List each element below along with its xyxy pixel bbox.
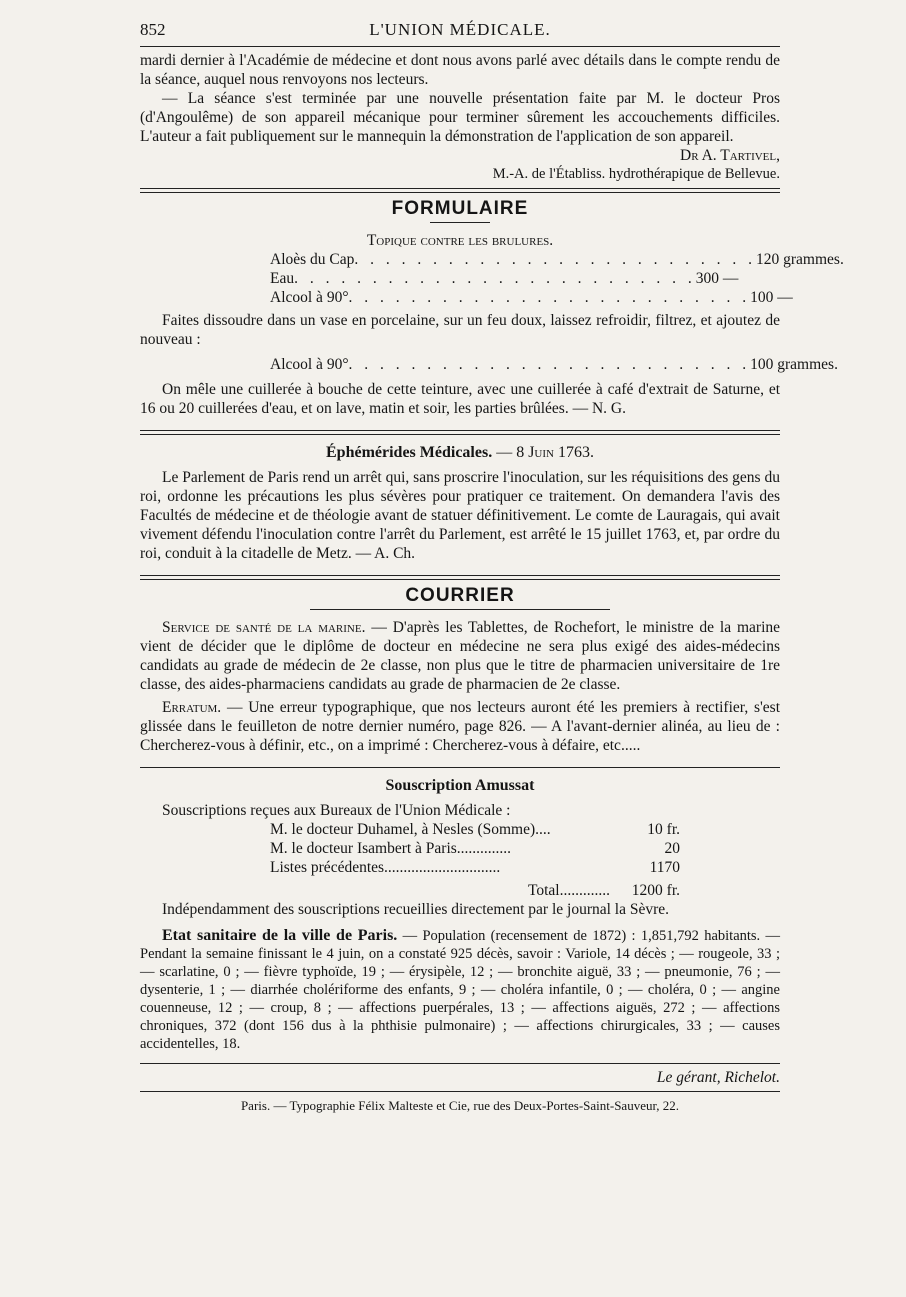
recipe-table bbox=[270, 250, 844, 307]
donor-name: M. le docteur Duhamel, à Nesles (Somme).... bbox=[270, 821, 551, 838]
list-item bbox=[270, 858, 680, 877]
list-item bbox=[270, 839, 680, 858]
donor-amount: 10 fr. bbox=[647, 821, 680, 838]
souscription-title: Souscription Amussat bbox=[385, 777, 535, 794]
total-value: 1200 fr. bbox=[631, 882, 680, 899]
formulaire-title: FORMULAIRE bbox=[391, 198, 529, 219]
ingredient-name: Alcool à 90° bbox=[270, 289, 349, 306]
formulaire-usage: On mêle une cuillerée à bouche de cette teinture, avec une cuillerée à café d'extrait de Saturne, et 16 ou 20 cuillerées d'eau, et on lave, matin et soir, les parties brûlées. — N. G. bbox=[140, 381, 780, 417]
page-header bbox=[140, 18, 780, 42]
section-divider bbox=[140, 575, 780, 580]
souscription-intro: Souscriptions reçues aux Bureaux de l'Union Médicale : bbox=[162, 802, 511, 819]
recipe-extra bbox=[270, 355, 838, 374]
formulaire-subtitle: Topique contre les brulures. bbox=[366, 232, 554, 249]
donor-name: Listes précédentes.............................. bbox=[270, 859, 501, 876]
intro-paragraph-1: mardi dernier à l'Académie de médecine et dont nous avons parlé avec détails dans le compte rendu de la séance, auquel nous renvoyons nos lecteurs. bbox=[140, 52, 780, 88]
gerant-signature: Le gérant, Richelot. bbox=[656, 1069, 780, 1086]
souscription-note: Indépendamment des souscriptions recueillies directement par le journal la Sèvre. bbox=[162, 901, 670, 918]
page-number: 852 bbox=[140, 20, 166, 39]
dot-leader: . . . . . . . . . . . . . . . . . . . . . . . . . . bbox=[294, 270, 696, 287]
section-divider bbox=[140, 767, 780, 768]
courrier-paragraph-1 bbox=[140, 618, 780, 694]
list-total bbox=[270, 881, 680, 900]
courrier-title: COURRIER bbox=[405, 585, 515, 606]
section-divider bbox=[140, 188, 780, 193]
title-underline bbox=[310, 609, 610, 610]
signature-title: M.-A. de l'Établiss. hydrothérapique de Bellevue. bbox=[492, 166, 780, 182]
recipe-row bbox=[270, 269, 739, 288]
dot-leader: . . . . . . . . . . . . . . . . . . . . . . . . . . bbox=[348, 289, 751, 306]
etat-lead: Etat sanitaire de la ville de Paris. bbox=[162, 927, 398, 944]
souscription-list bbox=[270, 820, 680, 900]
donor-amount: 1170 bbox=[649, 859, 680, 876]
header-rule bbox=[140, 46, 780, 47]
ephemerides-date: — 8 Juin 1763. bbox=[496, 444, 594, 461]
intro-paragraph-2: — La séance s'est terminée par une nouvelle présentation faite par M. le docteur Pros (d'Angoulême) de son appareil mécanique pour terminer sûrement les accouchements difficiles. L'auteur a fait publiquement sur le mannequin la démonstration de l'application de son appareil. bbox=[140, 90, 780, 145]
ingredient-name: Alcool à 90° bbox=[270, 356, 349, 373]
etat-text: — Population (recensement de 1872) : 1,851,792 habitants. — Pendant la semaine finissant le 4 juin, on a constaté 925 décès, savoir : Variole, 14 décès ; — rougeole, 33 ; — scarlatine, 0 ; — fièvre typhoïde, 19 ; — érysipèle, 12 ; — bronchite aiguë, 33 ; — pneumonie, 76 ; — dysenterie, 1 ; — diarrhée cholériforme des enfants, 9 ; — choléra infantile, 0 ; — choléra, 0 ; — angine couenneuse, 12 ; — croup, 8 ; — affections puerpérales, 13 ; — affections aiguës, 272 ; — affections chroniques, 372 (dont 156 dus à la phthisie pulmonaire) ; — affections chirurgicales, 33 ; — causes accidentelles, 18. bbox=[140, 928, 781, 1052]
total-label: Total............. bbox=[527, 882, 610, 899]
ephemerides-text: Le Parlement de Paris rend un arrêt qui, sans proscrire l'inoculation, sur les réquisitions des gens du roi, ordonne les précautions les plus sévères pour pratiquer ce traitement. On demandera l'avis des Facultés de médecine et de théologie avant de statuer définitivement. Le comte de Lauragais, qui avait vivement défendu l'inoculation contre l'arrêt du Parlement, est arrêté le 15 juillet 1763, et, par ordre du roi, conduit à la citadelle de Metz. — A. Ch. bbox=[140, 469, 780, 562]
ingredient-qty: 100 grammes. bbox=[750, 356, 838, 373]
newspaper-page bbox=[140, 18, 844, 1115]
ephemerides-heading bbox=[140, 443, 780, 462]
formulaire-instructions: Faites dissoudre dans un vase en porcelaine, sur un feu doux, laissez refroidir, filtrez, et ajoutez de nouveau : bbox=[140, 312, 780, 348]
etat-sanitaire bbox=[140, 927, 780, 1053]
ingredient-name: Eau bbox=[270, 270, 295, 287]
donor-name: M. le docteur Isambert à Paris.............. bbox=[270, 840, 512, 857]
printer-imprint: Paris. — Typographie Félix Malteste et Cie, rue des Deux-Portes-Saint-Sauveur, 22. bbox=[240, 1098, 680, 1113]
ingredient-qty: 120 grammes. bbox=[756, 251, 844, 268]
courrier-text-2: — Une erreur typographique, que nos lecteurs auront été les premiers à rectifier, s'est glissée dans le feuilleton de notre dernier numéro, page 826. — A l'avant-dernier alinéa, au lieu de : Chercherez-vous à définir, etc., on a imprimé : Chercherez-vous à défaire, etc..... bbox=[140, 699, 780, 754]
courrier-paragraph-2 bbox=[140, 698, 780, 755]
ingredient-qty: 100 — bbox=[750, 289, 793, 306]
courrier-text-1: — D'après les Tablettes, de Rochefort, le ministre de la marine vient de décider que le diplôme de docteur en médecine ne sera plus exigé des aides-médecins candidats au grade de médecin de 2e classe, non plus que le titre de pharmacien universitaire de 1re classe, des aides-pharmaciens candidats au grade de pharmacien de 2e classe. bbox=[140, 619, 781, 693]
ingredient-qty: 300 — bbox=[695, 270, 739, 287]
signature-name: Dr A. Tartivel, bbox=[680, 147, 780, 164]
courrier-lead-1: Service de santé de la marine. bbox=[162, 619, 366, 636]
donor-amount: 20 bbox=[664, 840, 680, 857]
ingredient-name: Aloès du Cap bbox=[270, 251, 355, 268]
ephemerides-title: Éphémérides Médicales. bbox=[326, 444, 493, 461]
recipe-row bbox=[270, 250, 844, 269]
courrier-lead-2: Erratum. bbox=[162, 699, 222, 716]
dot-leader: . . . . . . . . . . . . . . . . . . . . . . . . . . bbox=[348, 356, 751, 373]
list-item bbox=[270, 820, 680, 839]
recipe-row bbox=[270, 288, 793, 307]
running-title: L'UNION MÉDICALE. bbox=[369, 20, 551, 39]
footer-rule-2 bbox=[140, 1091, 780, 1092]
section-divider bbox=[140, 430, 780, 435]
footer-rule bbox=[140, 1063, 780, 1064]
title-underline bbox=[430, 222, 490, 223]
dot-leader: . . . . . . . . . . . . . . . . . . . . . . . . . . bbox=[354, 251, 757, 268]
recipe-row bbox=[270, 355, 838, 374]
